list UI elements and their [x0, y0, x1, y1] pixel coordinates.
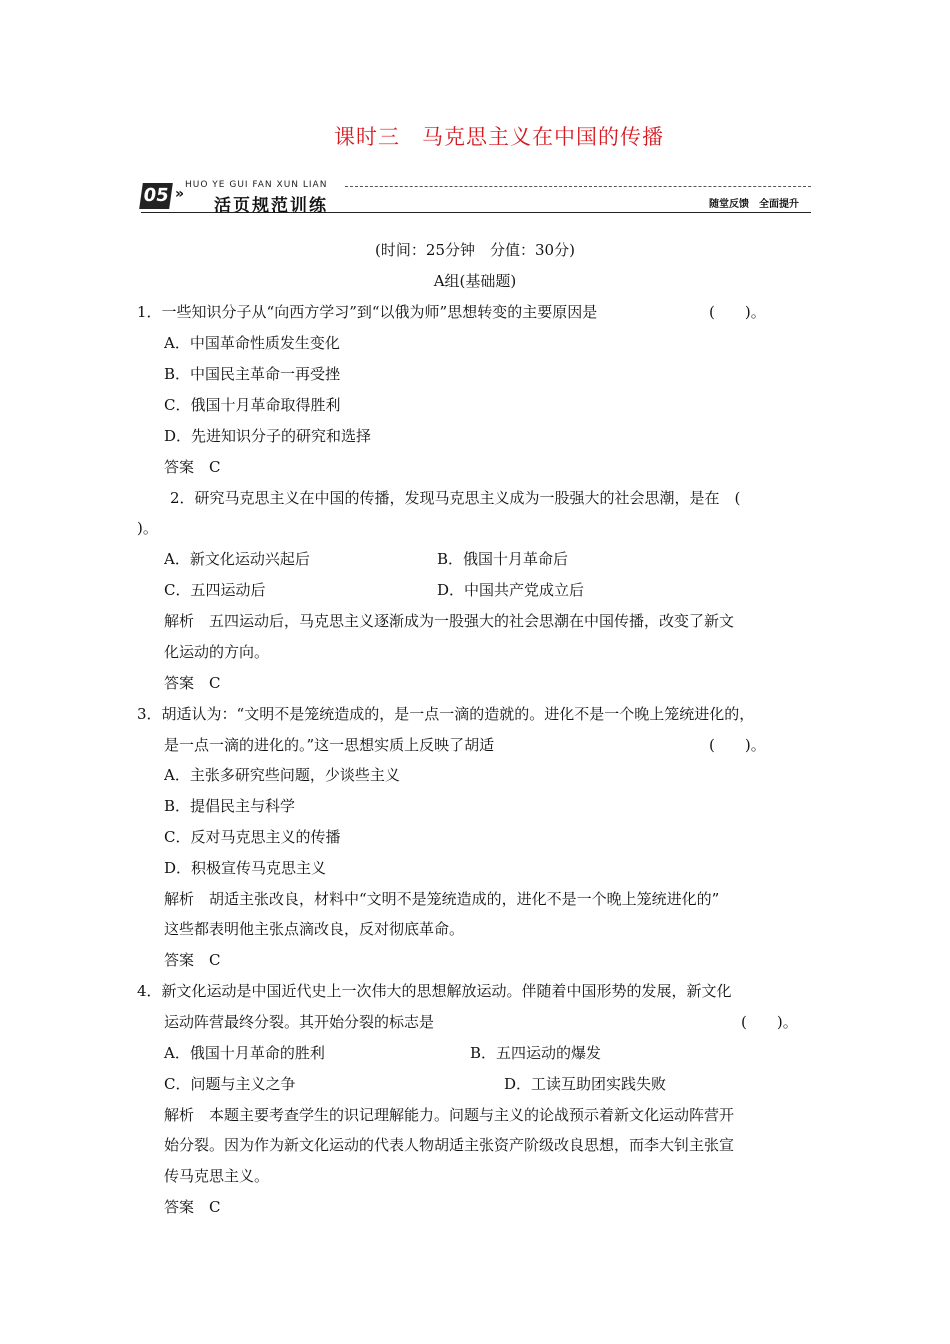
question-1-option-d: D．先进知识分子的研究和选择 [164, 427, 372, 445]
question-3-option-a: A．主张多研究些问题，少谈些主义 [164, 766, 400, 784]
question-2-answer: 答案 C [164, 674, 221, 692]
section-number: 05 [139, 183, 173, 209]
question-4-stem: 4．新文化运动是中国近代史上一次伟大的思想解放运动。伴随着中国形势的发展，新文化 [137, 982, 732, 1000]
question-3-analysis: 解析 胡适主张改良，材料中“文明不是笼统造成的，进化不是一个晚上笼统进化的” [164, 890, 720, 908]
dotted-divider [345, 186, 811, 187]
time-score: (时间：25分钟 分值：30分) [375, 241, 575, 259]
question-4-analysis-cont: 始分裂。因为作为新文化运动的代表人物胡适主张资产阶级改良思想，而李大钊主张宣 [164, 1136, 735, 1154]
question-4-analysis: 解析 本题主要考查学生的识记理解能力。问题与主义的论战预示着新文化运动阵营开 [164, 1106, 735, 1124]
question-2-stem: 2．研究马克思主义在中国的传播，发现马克思主义成为一股强大的社会思潮，是在 ( [170, 489, 741, 507]
section-banner [141, 180, 811, 214]
question-3-answer: 答案 C [164, 951, 221, 969]
question-2-option-c: C．五四运动后 [164, 581, 266, 599]
question-3-paren: ( )。 [709, 736, 766, 754]
question-2-analysis: 解析 五四运动后，马克思主义逐渐成为一股强大的社会思潮在中国传播，改变了新文 [164, 612, 735, 630]
question-4-answer: 答案 C [164, 1198, 221, 1216]
banner-right-text: 随堂反馈 全面提升 [709, 199, 799, 210]
page-title: 课时三 马克思主义在中国的传播 [334, 125, 664, 149]
question-3-option-c: C．反对马克思主义的传播 [164, 828, 341, 846]
question-1-option-b: B．中国民主革命一再受挫 [164, 365, 341, 383]
question-4-option-d: D．工读互助团实践失败 [504, 1075, 667, 1093]
banner-underline [141, 212, 811, 213]
question-4-stem-cont: 运动阵营最终分裂。其开始分裂的标志是 [164, 1013, 435, 1031]
question-3-stem: 3．胡适认为：“文明不是笼统造成的，是一点一滴的造就的。进化不是一个晚上笼统进化的， [137, 705, 755, 723]
question-3-analysis-cont: 这些都表明他主张点滴改良，反对彻底革命。 [164, 920, 465, 938]
question-2-stem-cont: )。 [137, 519, 158, 537]
question-1-stem: 1．一些知识分子从“向西方学习”到“以俄为师”思想转变的主要原因是 [137, 303, 598, 321]
question-3-option-b: B．提倡民主与科学 [164, 797, 296, 815]
question-3-option-d: D．积极宣传马克思主义 [164, 859, 327, 877]
question-2-analysis-cont: 化运动的方向。 [164, 643, 270, 661]
question-2-option-b: B．俄国十月革命后 [437, 550, 569, 568]
question-1-option-a: A．中国革命性质发生变化 [164, 334, 340, 352]
banner-pinyin: HUO YE GUI FAN XUN LIAN [185, 180, 328, 190]
question-2-option-a: A．新文化运动兴起后 [164, 550, 310, 568]
question-4-analysis-cont-2: 传马克思主义。 [164, 1167, 270, 1185]
question-4-option-a: A．俄国十月革命的胜利 [164, 1044, 325, 1062]
question-1-option-c: C．俄国十月革命取得胜利 [164, 396, 341, 414]
question-1-paren: ( )。 [709, 303, 766, 321]
question-3-stem-cont: 是一点一滴的进化的。”这一思想实质上反映了胡适 [164, 736, 495, 754]
question-1-answer: 答案 C [164, 458, 221, 476]
question-2-option-d: D．中国共产党成立后 [437, 581, 585, 599]
question-4-option-b: B．五四运动的爆发 [470, 1044, 602, 1062]
group-label: A组(基础题) [433, 272, 517, 290]
banner-label: 活页规范训练 [214, 196, 328, 216]
question-4-option-c: C．问题与主义之争 [164, 1075, 296, 1093]
double-chevron-icon: » [175, 186, 185, 202]
question-4-paren: ( )。 [741, 1013, 798, 1031]
